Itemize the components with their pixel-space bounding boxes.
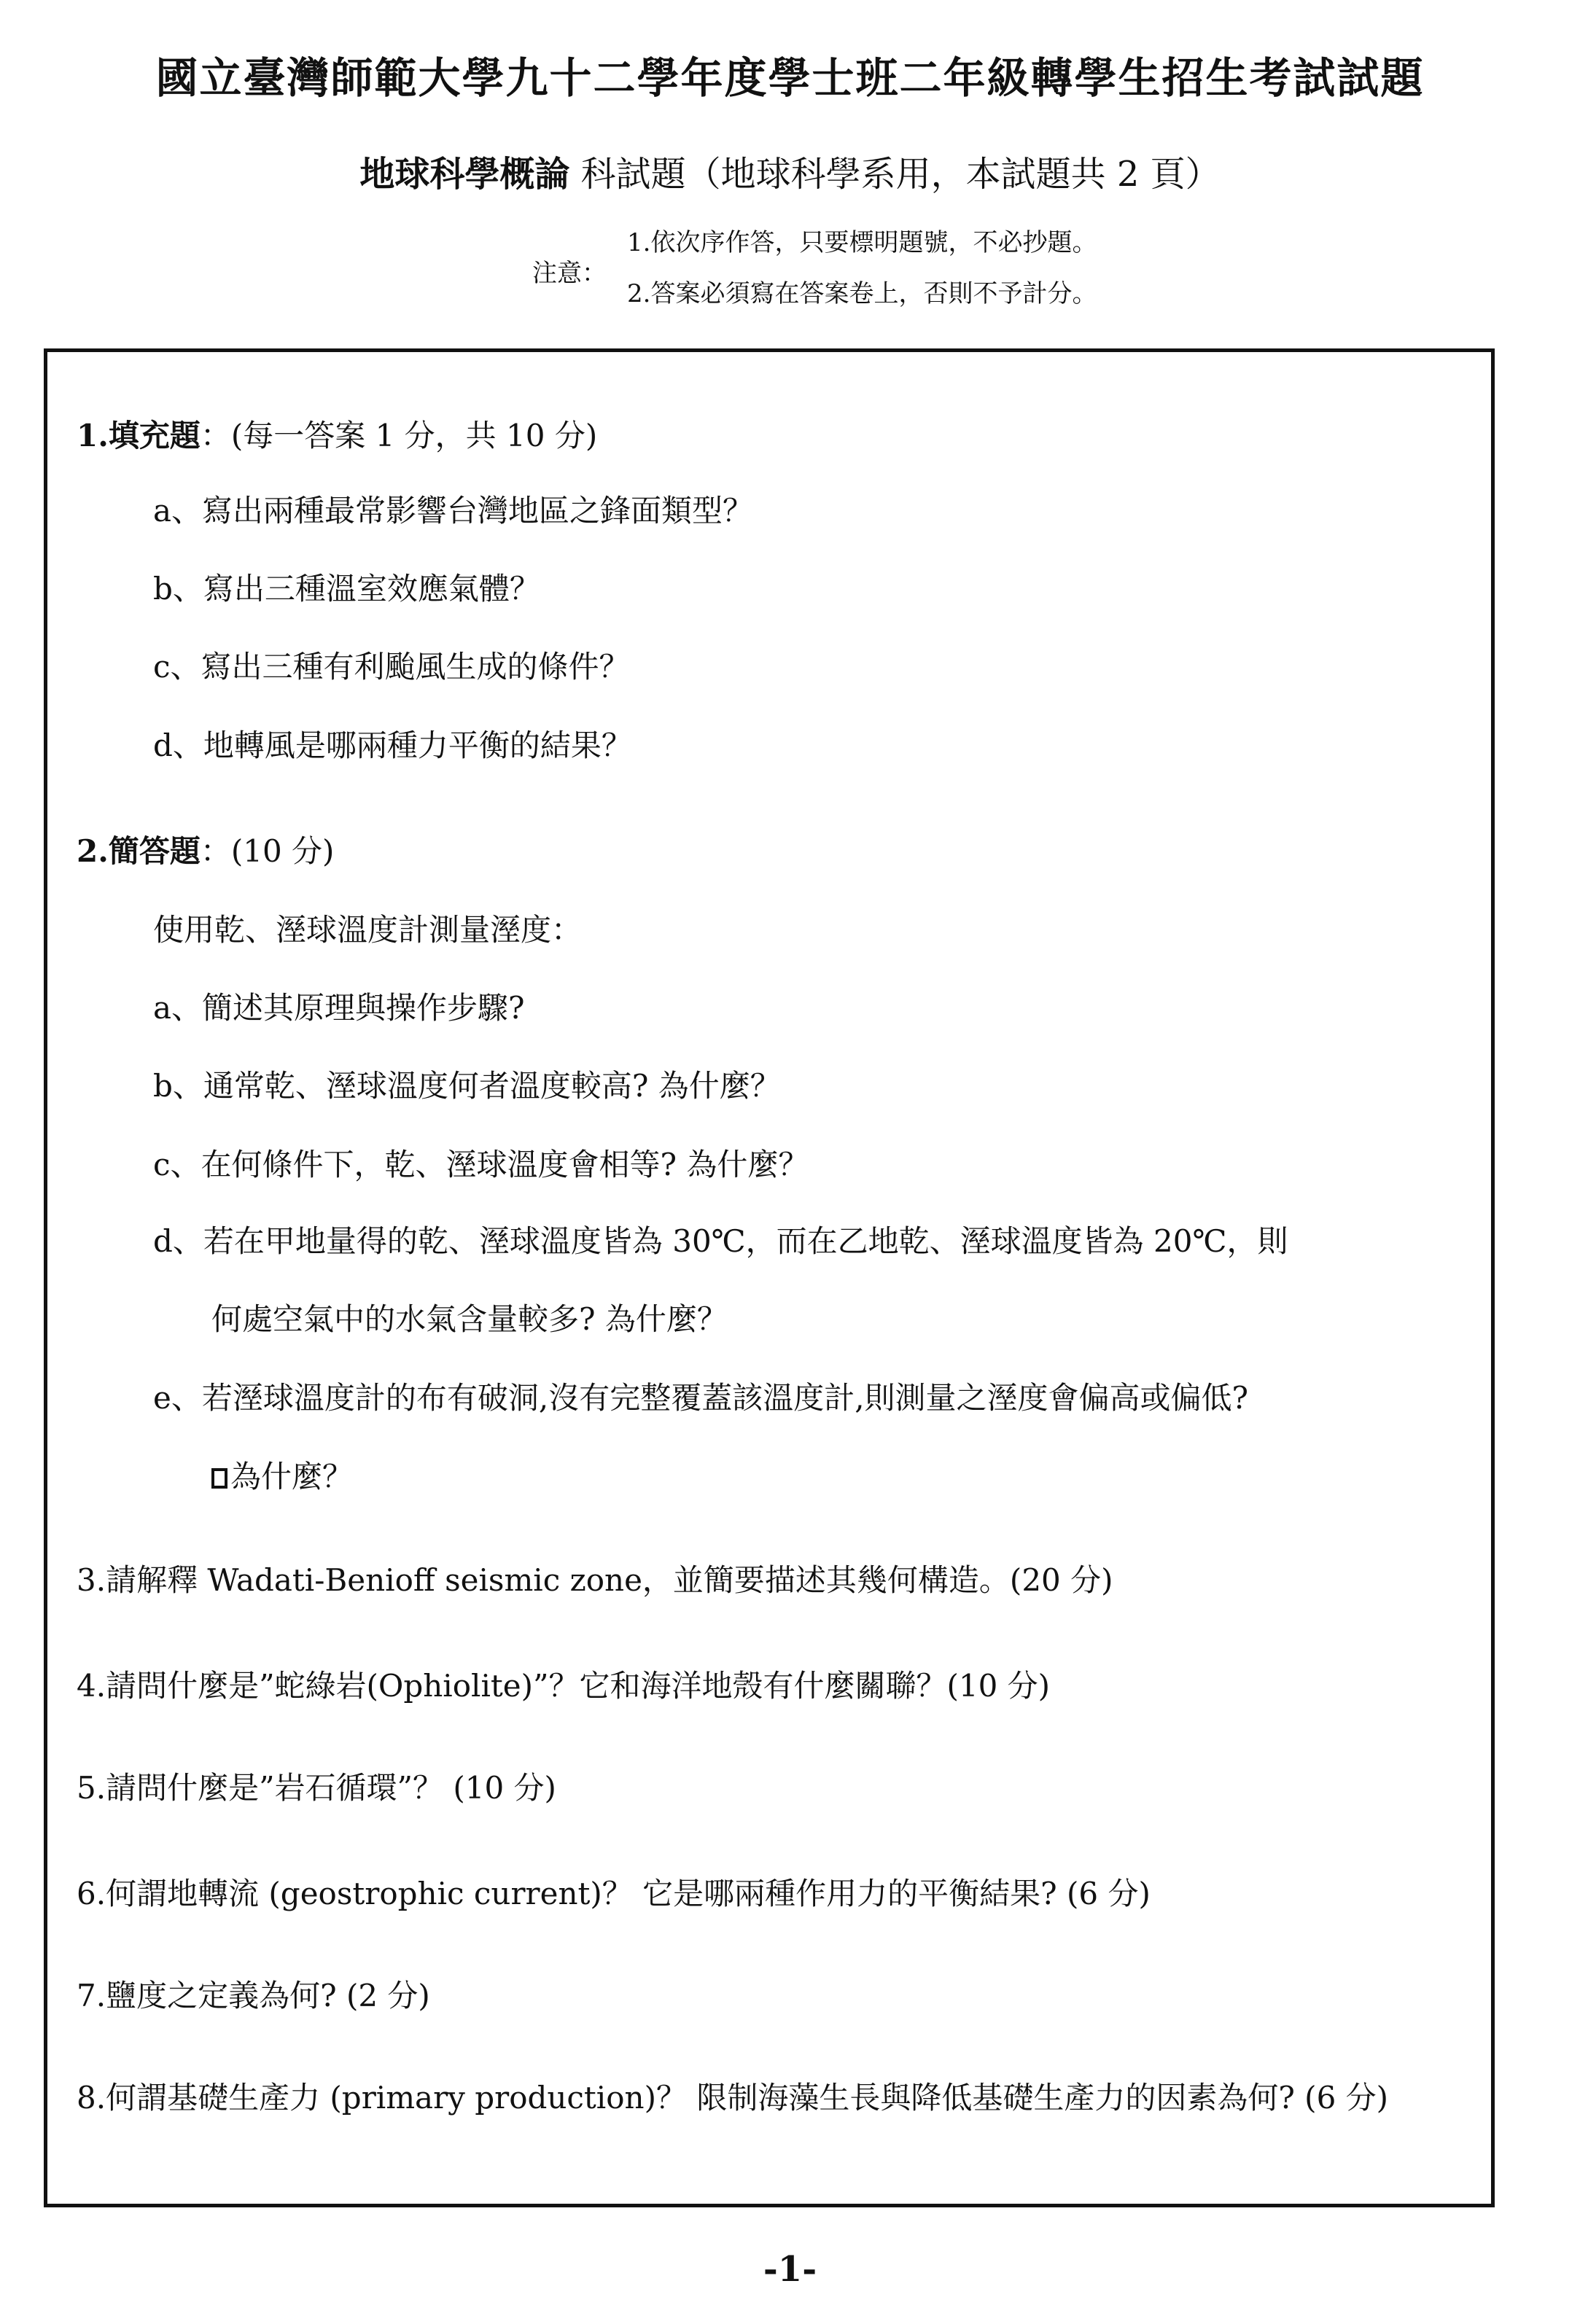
question-5: 5.請問什麼是”岩石循環”？ (10 分) bbox=[77, 1770, 556, 1806]
question-4: 4.請問什麼是”蛇綠岩(Ophiolite)”？它和海洋地殼有什麼關聯？(10 分) bbox=[77, 1668, 1051, 1704]
q2-item-e-line2-text: 為什麼？ bbox=[230, 1459, 354, 1494]
subtitle-rest: 科試題（地球科學系用，本試題共 2 頁） bbox=[569, 154, 1221, 195]
q1-item-a: a、寫出兩種最常影響台灣地區之鋒面類型？ bbox=[153, 493, 754, 529]
q2-intro: 使用乾、溼球溫度計測量溼度： bbox=[153, 912, 583, 948]
notice-line-2: 2.答案必須寫在答案卷上，否則不予計分。 bbox=[627, 279, 1097, 308]
exam-subtitle bbox=[0, 146, 1580, 196]
q1-tail: ：(每一答案 1 分，共 10 分) bbox=[200, 418, 598, 453]
q2-item-e-line2 bbox=[211, 1453, 353, 1497]
q2-item-d-line1: d、若在甲地量得的乾、溼球溫度皆為 30℃，而在乙地乾、溼球溫度皆為 20℃，則 bbox=[153, 1223, 1288, 1259]
q2-item-b: b、通常乾、溼球溫度何者溫度較高? 為什麼？ bbox=[153, 1068, 781, 1104]
question-7: 7.鹽度之定義為何? (2 分) bbox=[77, 1978, 430, 2013]
q1-item-d: d、地轉風是哪兩種力平衡的結果？ bbox=[153, 728, 632, 763]
q2-item-d-line2: 何處空氣中的水氣含量較多? 為什麼？ bbox=[211, 1301, 728, 1337]
q2-item-e-line1: e、若溼球溫度計的布有破洞,沒有完整覆蓋該溫度計,則測量之溼度會偏高或偏低? bbox=[153, 1380, 1249, 1416]
q1-heading bbox=[77, 412, 597, 456]
notice-line-1: 1.依次序作答，只要標明題號，不必抄題。 bbox=[627, 228, 1097, 257]
q2-heading bbox=[77, 827, 334, 871]
question-6: 6.何謂地轉流 (geostrophic current)？ 它是哪兩種作用力的平衡結果? (6 分) bbox=[77, 1876, 1151, 1911]
q2-tail: ：(10 分) bbox=[200, 833, 335, 869]
question-3: 3.請解釋 Wadati-Benioff seismic zone，並簡要描述其幾何構造。(20 分) bbox=[77, 1562, 1113, 1598]
square-icon bbox=[211, 1468, 227, 1489]
q2-head: 2.簡答題 bbox=[77, 833, 201, 869]
q1-item-b: b、寫出三種溫室效應氣體？ bbox=[153, 571, 540, 607]
question-8: 8.何謂基礎生產力 (primary production)？ 限制海藻生長與降低基礎生產力的因素為何? (6 分) bbox=[77, 2080, 1389, 2116]
notice-label: 注意： bbox=[532, 259, 607, 288]
question-frame bbox=[44, 348, 1495, 2207]
q1-item-c: c、寫出三種有利颱風生成的條件？ bbox=[153, 649, 630, 685]
page-number: -1- bbox=[763, 2249, 817, 2290]
q2-item-a: a、簡述其原理與操作步驟? bbox=[153, 990, 525, 1026]
q2-item-c: c、在何條件下，乾、溼球溫度會相等? 為什麼？ bbox=[153, 1147, 809, 1182]
subject-name: 地球科學概論 bbox=[359, 154, 570, 195]
exam-title: 國立臺灣師範大學九十二學年度學士班二年級轉學生招生考試試題 bbox=[155, 53, 1425, 103]
q1-head: 1.填充題 bbox=[77, 418, 201, 453]
